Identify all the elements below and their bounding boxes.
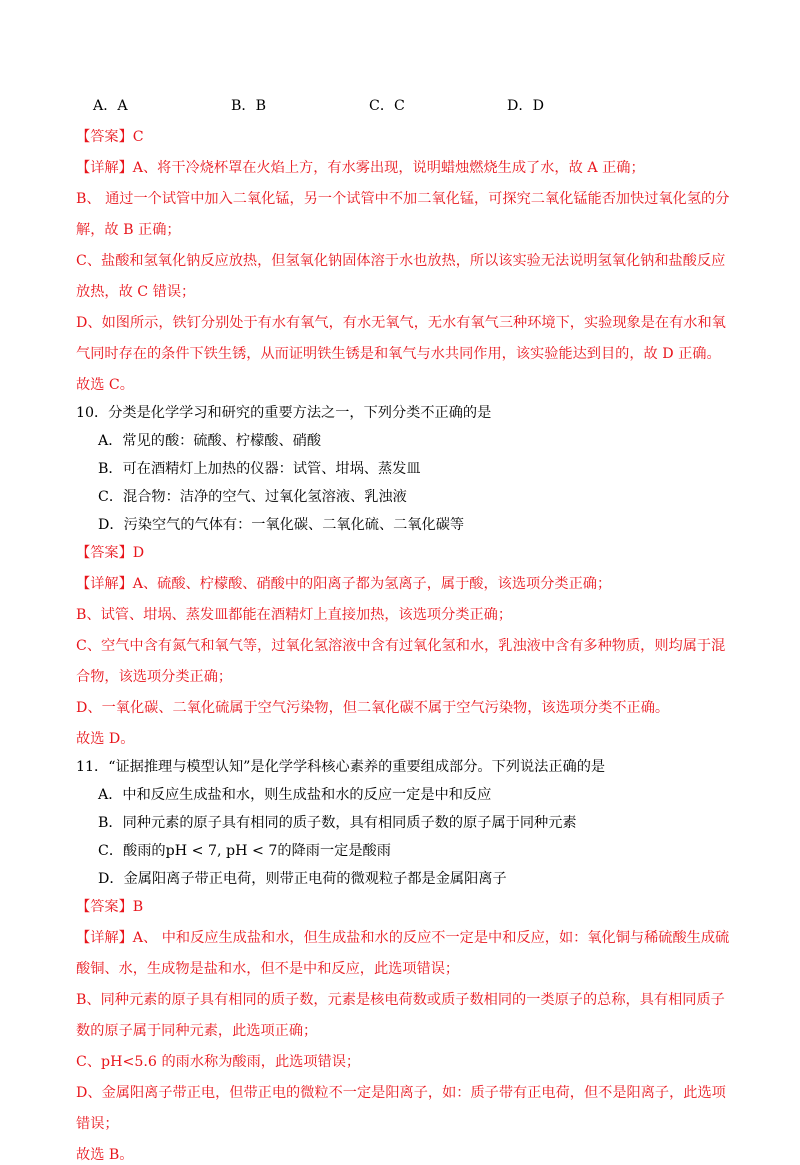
q11-detail-line: 【详解】A、 中和反应生成盐和水，但生成盐和水的反应不一定是中和反应，如：氧化铜与稀硫酸生成硫 xyxy=(76,930,730,946)
q11-detail-line: C、pH<5.6 的雨水称为酸雨，此选项错误； xyxy=(76,1054,361,1070)
q9-conclusion: 故选 C。 xyxy=(76,377,134,393)
q11-detail-line: B、同种元素的原子具有相同的质子数，元素是核电荷数或质子数相同的一类原子的总称，具有相同质子 xyxy=(76,992,725,1008)
q10-detail-line: C、空气中含有氮气和氧气等，过氧化氢溶液中含有过氧化氢和水，乳浊液中含有多种物质，则均属于混 xyxy=(76,638,726,654)
q10-conclusion: 故选 D。 xyxy=(76,731,135,747)
q9-detail-line: 【详解】A、将干冷烧杯罩在火焰上方，有水雾出现，说明蜡烛燃烧生成了水，故 A 正确； xyxy=(76,160,645,176)
q10-detail-line: 合物，该选项分类正确； xyxy=(76,669,233,685)
q9-detail-line: B、 通过一个试管中加入二氧化锰，另一个试管中不加二氧化锰，可探究二氧化锰能否加快过氧化氢的分 xyxy=(76,191,730,207)
q10-option-c: C．混合物：洁净的空气、过氧化氢溶液、乳浊液 xyxy=(98,489,407,505)
q11-stem: 11．“证据推理与模型认知”是化学学科核心素养的重要组成部分。下列说法正确的是 xyxy=(76,759,606,775)
q9-options xyxy=(93,96,726,116)
q10-option-b: B．可在酒精灯上加热的仪器：试管、坩埚、蒸发皿 xyxy=(98,461,421,477)
q9-detail-line: C、盐酸和氢氧化钠反应放热，但氢氧化钠固体溶于水也放热，所以该实验无法说明氢氧化钠和盐酸反应 xyxy=(76,253,726,269)
q10-answer: 【答案】D xyxy=(76,545,145,561)
q11-detail-line: 酸铜、水，生成物是盐和水，但不是中和反应，此选项错误； xyxy=(76,961,460,977)
q9-detail-line: 放热，故 C 错误； xyxy=(76,284,196,300)
q10-stem: 10．分类是化学学习和研究的重要方法之一，下列分类不正确的是 xyxy=(76,405,492,421)
q9-detail-line: 气同时存在的条件下铁生锈，从而证明铁生锈是和氧气与水共同作用，该实验能达到目的，故 D 正确。 xyxy=(76,346,721,362)
q9-detail-line: D、如图所示，铁钉分别处于有水有氧气，有水无氧气，无水有氧气三种环境下，实验现象是在有水和氧 xyxy=(76,315,726,331)
q9-detail-line: 解，故 B 正确； xyxy=(76,222,181,238)
q11-option-c: C．酸雨的pH < 7, pH < 7的降雨一定是酸雨 xyxy=(98,843,391,859)
q11-option-d: D．金属阳离子带正电荷，则带正电荷的微观粒子都是金属阳离子 xyxy=(98,871,507,887)
q9-answer: 【答案】C xyxy=(76,129,144,145)
q9-option-a: A．A xyxy=(93,98,128,114)
q10-option-d: D．污染空气的气体有：一氧化碳、二氧化硫、二氧化碳等 xyxy=(98,517,465,533)
q9-option-b: B．B xyxy=(231,98,267,114)
q10-detail-line: 【详解】A、硫酸、柠檬酸、硝酸中的阳离子都为氢离子，属于酸，该选项分类正确； xyxy=(76,576,612,592)
q10-option-a: A．常见的酸：硫酸、柠檬酸、硝酸 xyxy=(98,433,322,449)
q10-detail-line: B、试管、坩埚、蒸发皿都能在酒精灯上直接加热，该选项分类正确； xyxy=(76,607,513,623)
q9-option-c: C．C xyxy=(369,98,405,114)
document-page xyxy=(76,96,730,1165)
q11-conclusion: 故选 B。 xyxy=(76,1147,134,1163)
q11-detail-line: D、金属阳离子带正电，但带正电的微粒不一定是阳离子，如：质子带有正电荷，但不是阳离子，此选项 xyxy=(76,1085,726,1101)
q11-detail-line: 数的原子属于同种元素，此选项正确； xyxy=(76,1023,318,1039)
q9-option-d: D．D xyxy=(507,98,544,114)
q11-answer: 【答案】B xyxy=(76,899,144,915)
q10-detail-line: D、一氧化碳、二氧化硫属于空气污染物，但二氧化碳不属于空气污染物，该选项分类不正确。 xyxy=(76,700,670,716)
q11-option-a: A．中和反应生成盐和水，则生成盐和水的反应一定是中和反应 xyxy=(98,787,492,803)
q11-option-b: B．同种元素的原子具有相同的质子数，具有相同质子数的原子属于同种元素 xyxy=(98,815,577,831)
q11-detail-line: 错误； xyxy=(76,1116,119,1132)
